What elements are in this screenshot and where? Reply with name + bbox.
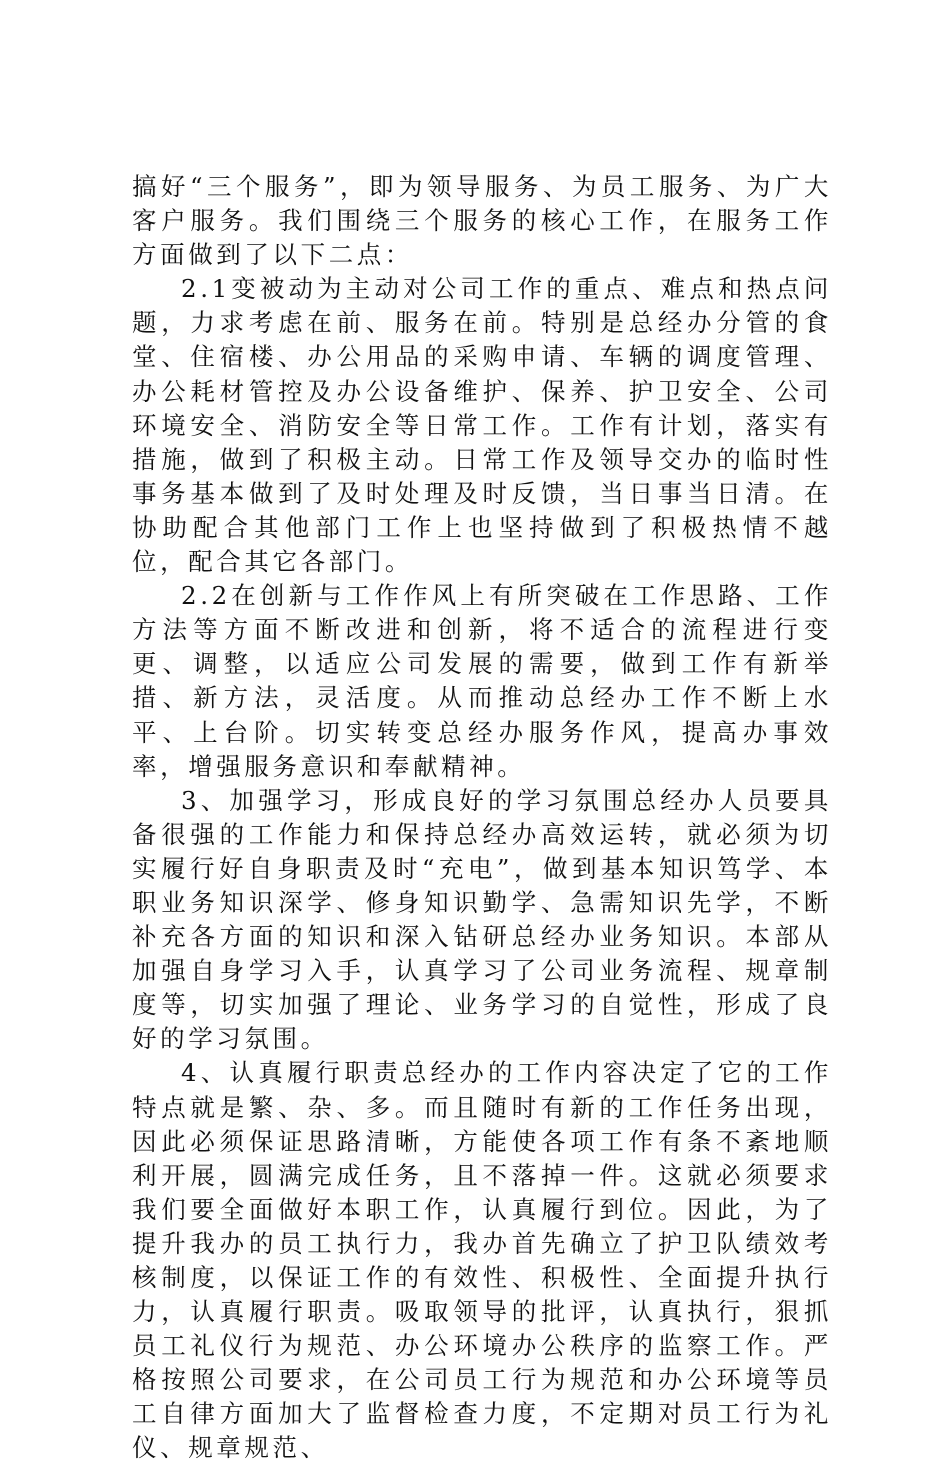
paragraph-2-2: 2.2在创新与工作作风上有所突破在工作思路、工作方法等方面不断改进和创新，将不适合的流程进行变更、调整，以适应公司发展的需要，做到工作有新举措、新方法，灵活度。从而推动总经办工作不断上水平、上台阶。切实转变总经办服务作风，提高办事效率，增强服务意识和奉献精神。 — [132, 581, 832, 781]
document-body — [132, 170, 832, 1466]
paragraph-3: 3、加强学习，形成良好的学习氛围总经办人员要具备很强的工作能力和保持总经办高效运转，就必须为切实履行好自身职责及时“充电”，做到基本知识笃学、本职业务知识深学、修身知识勤学、急需知识先学，不断补充各方面的知识和深入钻研总经办业务知识。本部从加强自身学习入手，认真学习了公司业务流程、规章制度等，切实加强了理论、业务学习的自觉性，形成了良好的学习氛围。 — [132, 785, 832, 1054]
paragraph-2-1: 2.1变被动为主动对公司工作的重点、难点和热点问题，力求考虑在前、服务在前。特别是总经办分管的食堂、住宿楼、办公用品的采购申请、车辆的调度管理、办公耗材管控及办公设备维护、保养、护卫安全、公司环境安全、消防安全等日常工作。工作有计划，落实有措施，做到了积极主动。日常工作及领导交办的临时性事务基本做到了及时处理及时反馈，当日事当日清。在协助配合其他部门工作上也坚持做到了积极热情不越位，配合其它各部门。 — [132, 274, 832, 577]
paragraph-4: 4、认真履行职责总经办的工作内容决定了它的工作特点就是繁、杂、多。而且随时有新的工作任务出现，因此必须保证思路清晰，方能使各项工作有条不紊地顺利开展，圆满完成任务，且不落掉一件。这就必须要求我们要全面做好本职工作，认真履行到位。因此，为了提升我办的员工执行力，我办首先确立了护卫队绩效考核制度，以保证工作的有效性、积极性、全面提升执行力，认真履行职责。吸取领导的批评，认真执行，狠抓员工礼仪行为规范、办公环境办公秩序的监察工作。严格按照公司要求，在公司员工行为规范和办公环境等员工自律方面加大了监督检查力度，不定期对员工行为礼仪、规章规范、 — [132, 1058, 832, 1463]
paragraph-intro: 搞好“三个服务”，即为领导服务、为员工服务、为广大客户服务。我们围绕三个服务的核心工作，在服务工作方面做到了以下二点： — [132, 172, 832, 270]
